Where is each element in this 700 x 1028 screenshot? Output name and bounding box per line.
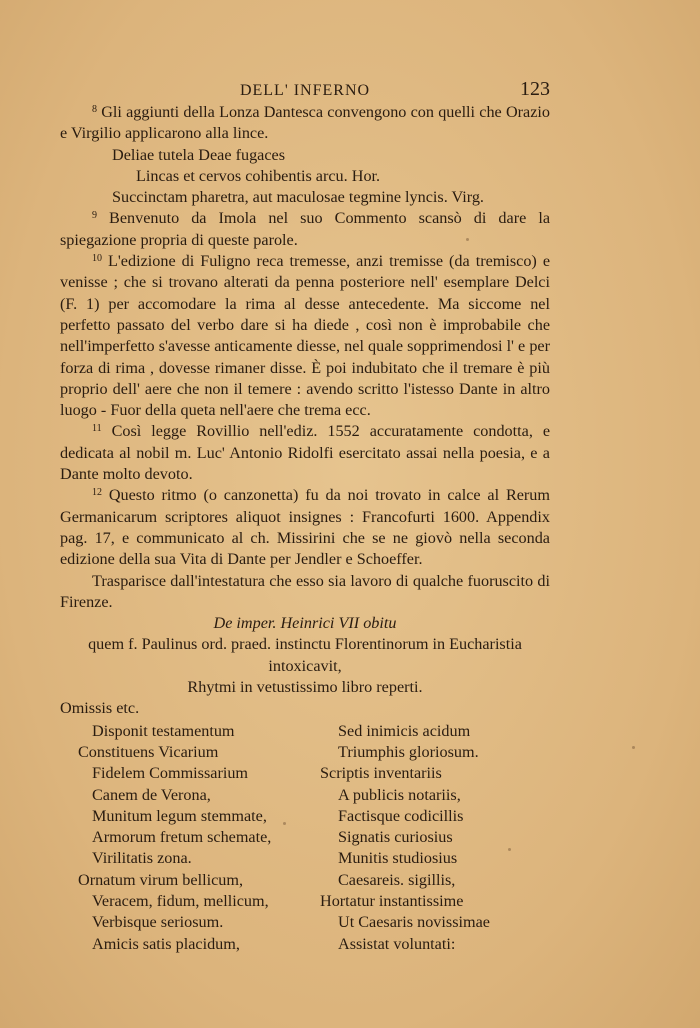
page-header xyxy=(60,78,550,104)
poem-subtitle: intoxicavit, xyxy=(268,656,342,675)
footnote-11 xyxy=(60,421,550,485)
verse-line: Scriptis inventariis xyxy=(320,764,442,783)
verse-line: Ut Caesaris novissimae xyxy=(338,913,490,932)
poem-title: De imper. Heinrici VII obitu xyxy=(213,614,397,633)
footnote-marker: 12 xyxy=(92,487,102,499)
verse-line: Factisque codicillis xyxy=(338,806,464,825)
verse-line: Ornatum virum bellicum, xyxy=(78,870,243,889)
verse-line: Canem de Verona, xyxy=(92,785,211,804)
verse-line: Munitis studiosius xyxy=(338,849,458,868)
verse-line: Fidelem Commissarium xyxy=(92,764,249,783)
footnote-10 xyxy=(60,251,550,421)
footnote-12 xyxy=(60,485,550,570)
verse-line: Virilitatis zona. xyxy=(92,849,192,868)
footnote-text: Gli aggiunti della Lonza Dantesca convengono con quelli che Orazio e Virgilio applicarono alla lince. xyxy=(60,103,550,143)
poem xyxy=(60,721,550,955)
verse-line: Triumphis gloriosum. xyxy=(338,742,479,761)
verse-line: Disponit testamentum xyxy=(92,721,235,740)
footnote-8 xyxy=(60,102,550,145)
verse-line: Veracem, fidum, mellicum, xyxy=(92,891,269,910)
footnote-text: Così legge Rovillio nell'ediz. 1552 accuratamente condotta, e dedicata al nobil m. Luc' Antonio Ridolfi esercitato assai nella poesia, e a Dante molto devoto. xyxy=(60,422,551,484)
verse-line: Munitum legum stemmate, xyxy=(92,806,267,825)
verse-line: Armorum fretum schemate, xyxy=(92,828,272,847)
quote-line: Deliae tutela Deae fugaces xyxy=(112,145,286,164)
quote-line: Succinctam pharetra, aut maculosae tegmine lyncis. Virg. xyxy=(112,188,484,207)
verse-line: Sed inimicis acidum xyxy=(338,721,471,740)
paragraph: Trasparisce dall'intestatura che esso sia lavoro di qualche fuoruscito di Firenze. xyxy=(60,571,550,611)
footnote-marker: 9 xyxy=(92,210,97,222)
poem-subtitle: Rhytmi in vetustissimo libro reperti. xyxy=(187,678,423,697)
footnote-text: Benvenuto da Imola nel suo Commento scansò di dare la spiegazione propria di queste parole. xyxy=(60,209,551,249)
footnote-9 xyxy=(60,208,550,251)
page-body xyxy=(60,102,550,955)
poem-subtitle: quem f. Paulinus ord. praed. instinctu Florentinorum in Eucharistia xyxy=(88,635,522,654)
footnote-marker: 8 xyxy=(92,104,97,115)
footnote-marker: 11 xyxy=(92,423,102,435)
running-head: DELL' INFERNO xyxy=(239,82,371,99)
paper-speck xyxy=(466,238,469,241)
omissis-line: Omissis etc. xyxy=(60,699,140,718)
verse-line: Verbisque seriosum. xyxy=(92,913,224,932)
verse-line: Hortatur instantissime xyxy=(320,891,464,910)
footnote-text: L'edizione di Fuligno reca tremesse, anzi tremisse (da tremisco) e venisse ; che si trovano alterati da penna posteriore nell' esemplare Delci (F. 1) per accomodare la rima al desse antecedente. Ma siccome nel perfetto passato del verbo dare si ha diede , così non è improbabile che nell'imperfetto s'avesse anticamente diesse, nel quale sopprimendosi l' e per forza di rima , dovesse rimaner disse. È poi indubitato che il tremare è più proprio dell' aere che non il temere : avendo scritto l'istesso Dante in altro luogo - Fuor della queta nell'aere che trema ecc. xyxy=(60,252,551,420)
verse-line: Caesareis. sigillis, xyxy=(338,870,456,889)
footnote-text: Questo ritmo (o canzonetta) fu da noi trovato in calce al Rerum Germanicarum scriptores aliquot insignes : Francofurti 1600. Appendix pag. 17, e communicato al ch. Missirini che se ne giovò nella seconda edizione della sua Vita di Dante per Jendler e Schoeffer. xyxy=(60,486,550,569)
poem-left-column xyxy=(60,721,300,955)
verse-line: A publicis notariis, xyxy=(338,785,461,804)
verse-line: Assistat voluntati: xyxy=(338,934,456,953)
page-number: 123 xyxy=(520,78,550,100)
verse-line: Constituens Vicarium xyxy=(78,742,219,761)
paper-speck xyxy=(283,822,286,825)
quote-line: Lincas et cervos cohibentis arcu. Hor. xyxy=(136,166,381,185)
paper-speck xyxy=(632,746,635,749)
poem-right-column xyxy=(300,721,550,955)
paper-speck xyxy=(508,848,511,851)
verse-line: Amicis satis placidum, xyxy=(92,934,240,953)
footnote-marker: 10 xyxy=(92,253,102,265)
verse-line: Signatis curiosius xyxy=(338,828,453,847)
